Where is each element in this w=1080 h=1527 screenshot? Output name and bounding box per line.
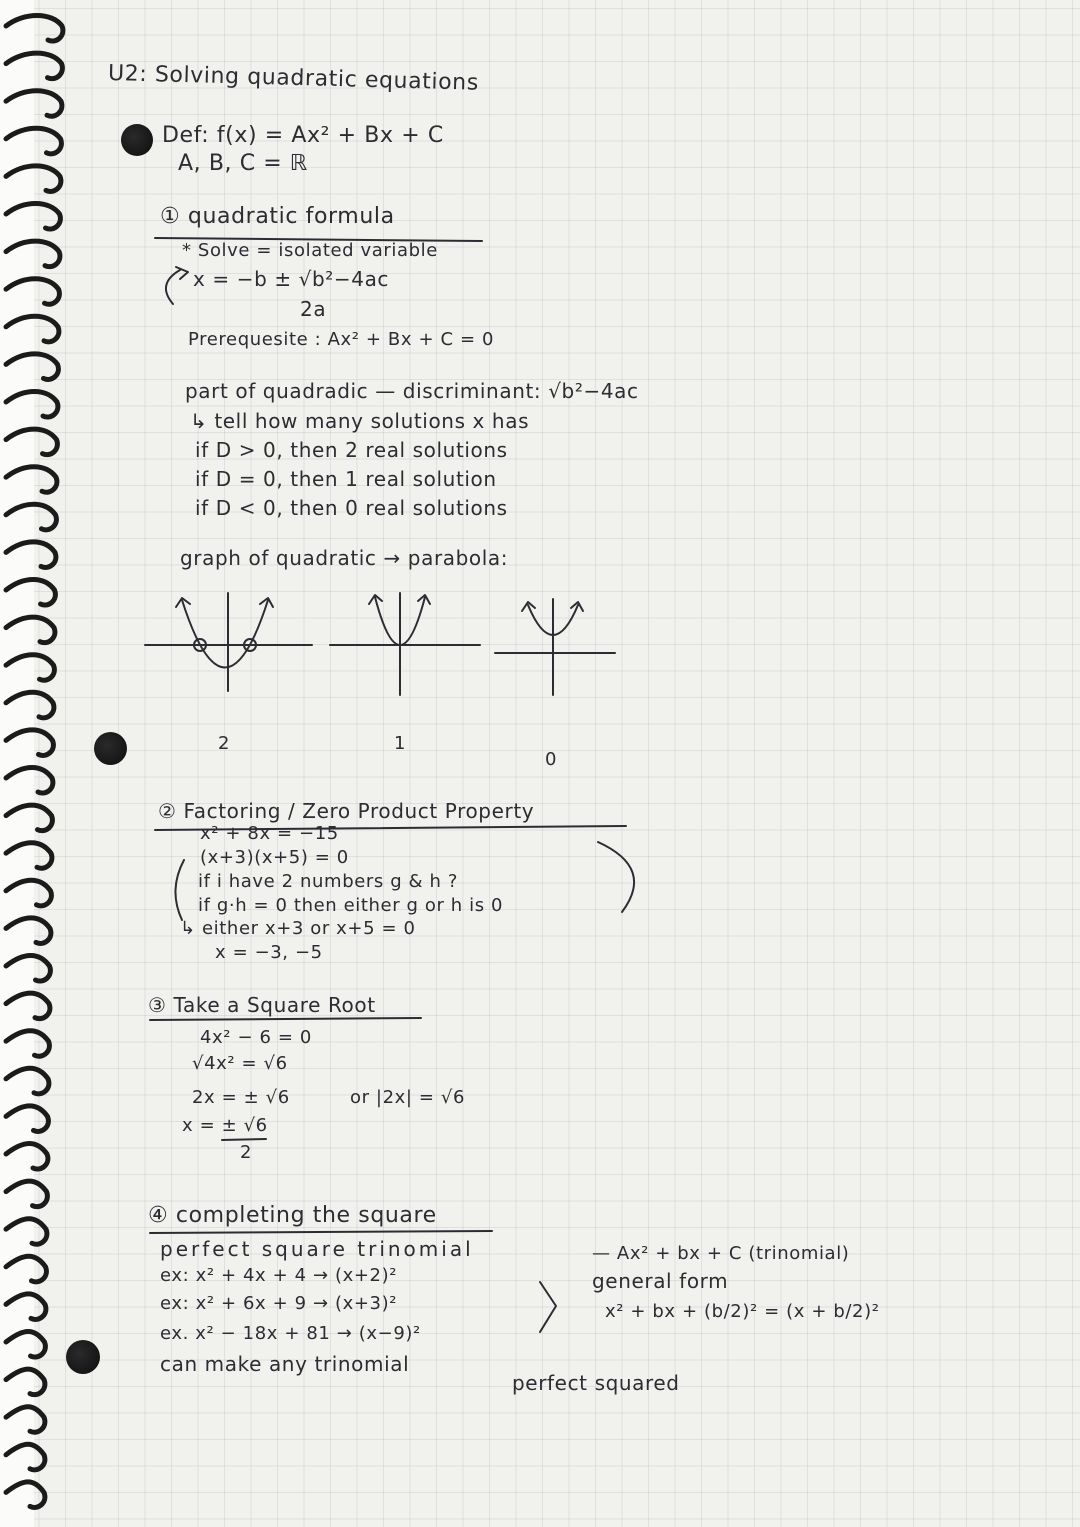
root-point (244, 639, 256, 651)
parabola-arrow-right (571, 602, 583, 611)
discriminant-case: if D > 0, then 2 real solutions (195, 438, 508, 462)
square-root-denominator: 2 (240, 1142, 253, 1163)
discriminant-case: if D < 0, then 0 real solutions (195, 496, 508, 520)
square-root-step: 4x² − 6 = 0 (200, 1027, 312, 1048)
trinomial-form: — Ax² + bx + C (trinomial) (592, 1243, 850, 1264)
parabola-arrow-right (260, 598, 273, 607)
left-bracket (175, 860, 184, 920)
graph-label: 0 (545, 749, 558, 770)
graph-two-solutions (145, 593, 312, 691)
factoring-step: x² + 8x = −15 (200, 823, 339, 844)
factoring-step: ↳ either x+3 or x+5 = 0 (180, 918, 416, 939)
formula-curved-arrow (166, 267, 188, 304)
fraction-bar (222, 1139, 266, 1140)
perfect-square-subheading: perfect square trinomial (160, 1237, 474, 1261)
square-root-step: √4x² = √6 (192, 1053, 288, 1074)
section-heading-quadratic-formula: ① quadratic formula (160, 204, 395, 229)
graph-label: 1 (394, 733, 407, 754)
completing-square-example: ex: x² + 4x + 4 → (x+2)² (160, 1265, 398, 1286)
square-root-step: 2x = ± √6 (192, 1087, 290, 1108)
parabola (182, 600, 268, 668)
definition-formula: Def: f(x) = Ax² + Bx + C (162, 123, 444, 148)
factoring-solution: x = −3, −5 (215, 942, 323, 963)
discriminant-note: part of quadradic — discriminant: √b²−4ac (185, 379, 639, 403)
completing-square-note: can make any trinomial (160, 1352, 410, 1376)
quadratic-formula-numerator: x = −b ± √b²−4ac (193, 267, 390, 291)
section-heading-factoring: ② Factoring / Zero Product Property (158, 799, 535, 823)
graph-caption: graph of quadratic → parabola: (180, 546, 509, 570)
square-root-alternative: or |2x| = √6 (350, 1087, 466, 1108)
paper-edge (0, 0, 34, 1527)
parabola-arrow-left (369, 595, 382, 604)
parabola (528, 605, 578, 635)
heading-underline-square-root (150, 1018, 421, 1020)
general-form-formula: x² + bx + (b/2)² = (x + b/2)² (605, 1301, 880, 1322)
page-title: U2: Solving quadratic equations (107, 61, 480, 96)
root-point (194, 639, 206, 651)
factoring-step: (x+3)(x+5) = 0 (200, 847, 349, 868)
general-form-label: general form (592, 1269, 729, 1293)
definition-domain: A, B, C = ℝ (178, 151, 308, 176)
right-bracket (598, 842, 634, 912)
factoring-step: if g·h = 0 then either g or h is 0 (198, 895, 504, 916)
parabola-arrow-left (176, 598, 190, 607)
parabola-arrow-right (418, 595, 430, 604)
graph-label: 2 (218, 733, 231, 754)
punched-hole-middle (94, 732, 127, 765)
square-root-step: x = ± √6 (182, 1115, 268, 1136)
punched-hole-top (121, 124, 153, 156)
section-heading-square-root: ③ Take a Square Root (148, 993, 376, 1017)
general-form-brace (540, 1282, 556, 1332)
section-heading-completing-square: ④ completing the square (148, 1203, 437, 1228)
discriminant-tell: ↳ tell how many solutions x has (190, 409, 530, 433)
factoring-step: if i have 2 numbers g & h ? (198, 871, 458, 892)
discriminant-case: if D = 0, then 1 real solution (195, 467, 497, 491)
parabola-arrow-left (522, 602, 535, 611)
parabola (375, 597, 425, 645)
punched-hole-bottom (66, 1340, 100, 1374)
graph-zero-solutions (495, 599, 615, 695)
graph-one-solution (330, 593, 480, 695)
prerequisite: Prerequesite : Ax² + Bx + C = 0 (188, 329, 495, 350)
quadratic-formula-denominator: 2a (300, 297, 327, 321)
completing-square-example: ex: x² + 6x + 9 → (x+3)² (160, 1293, 398, 1314)
solve-note: * Solve = isolated variable (182, 240, 438, 261)
completing-square-example: ex. x² − 18x + 81 → (x−9)² (160, 1323, 421, 1344)
heading-underline-completing-square (150, 1231, 492, 1233)
completing-square-note-end: perfect squared (512, 1371, 680, 1395)
